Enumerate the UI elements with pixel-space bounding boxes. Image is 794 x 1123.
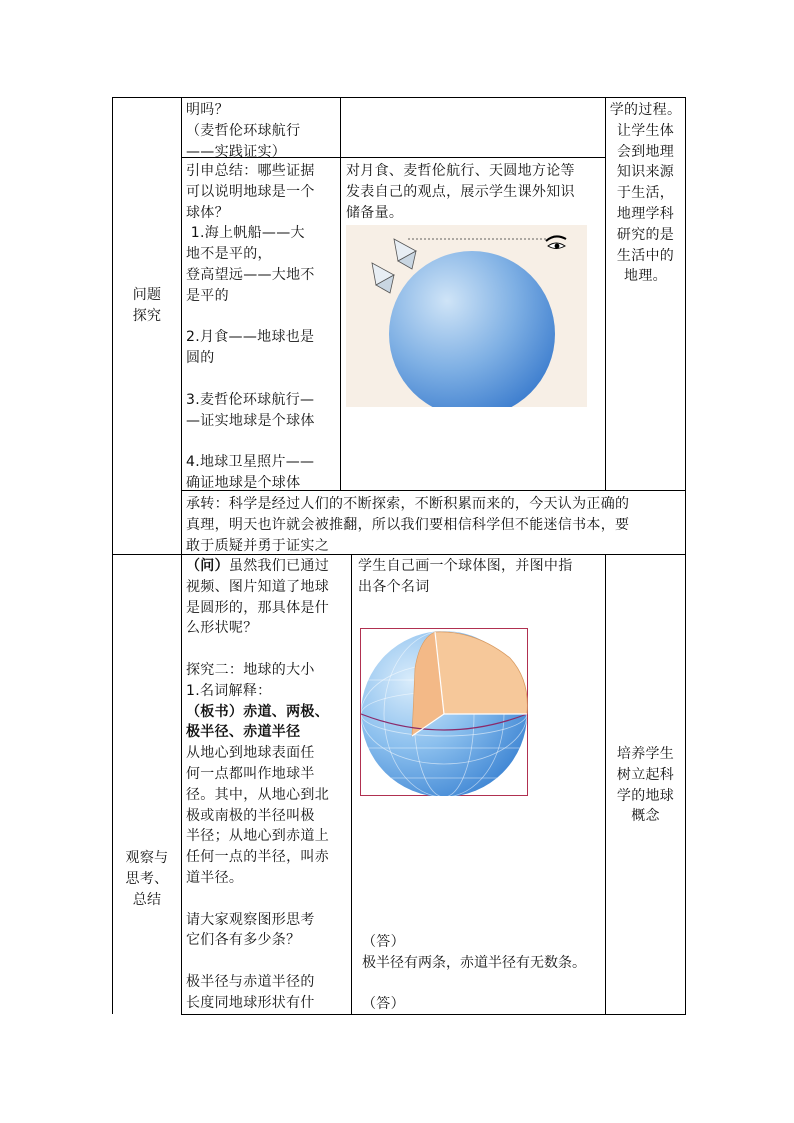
text-line: 思考、 [125,870,169,887]
earth-sailboat-figure [346,225,587,407]
table-top-border [112,97,686,98]
text-line: 知识来源 [616,164,675,181]
text-line: 3.麦哲伦环球航行— [186,391,315,408]
row4-teacher-cell [186,556,350,1014]
section-title: 探究二：地球的大小 [186,661,315,678]
text-line: ——实践证实） [186,143,287,160]
answer-label: （答） [362,934,405,950]
text-line: 2.月食——地球也是 [186,329,315,346]
text-line: 虽然我们已通过 [228,558,330,574]
text-line: 视频、图片知道了地球 [186,578,329,595]
text-line: 明吗？ [186,102,229,118]
text-line: 学生自己画一个球体图，并图中指 [358,558,573,574]
question-line [186,556,350,577]
text-line: 长度同地球形状有什 [186,994,315,1011]
row4-student-answers [362,932,604,1015]
text-line: 登高望远——大地不 [186,266,315,283]
row2-student-cell [346,161,604,223]
question-mark-label: （问） [186,558,229,574]
table-right-border [685,97,686,1014]
transition-cell [186,494,684,556]
text-line: 敢于质疑并勇于证实之 [186,537,329,554]
text-line: 从地心到地球表面任 [186,745,315,762]
text-line: 研究的是 [616,226,675,243]
stage-cell-inquiry [113,285,181,327]
text-line: 请大家观察图形思考 [186,911,315,928]
row4-student-task [358,556,604,598]
col1-border [181,97,182,1014]
text-line: 会到地理 [616,143,675,160]
board-note-line: 极半径、赤道半径 [186,724,301,741]
text-line: 培养学生 [616,746,675,762]
text-line: 概念 [631,808,660,825]
text-line: 地理学科 [616,205,675,222]
col2-border-a [340,97,341,490]
text-line: 1.名词解释： [186,682,272,699]
text-line: 出各个名词 [358,578,430,595]
text-line: 地不是平的， [186,246,272,263]
text-line: 学的过程。 [609,102,682,118]
row2-teacher-cell [186,161,338,494]
earth-radius-figure [360,628,528,796]
text-line: 它们各有多少条？ [186,932,301,949]
text-line: 可以说明地球是一个 [186,183,315,200]
goal-cell-bottom [606,744,685,827]
text-line: —证实地球是个球体 [186,412,315,429]
col2-border-b [351,554,352,1014]
text-line: 承转：科学是经过人们的不断探索，不断积累而来的，今天认为正确的 [186,496,630,512]
text-line: 地理。 [624,268,667,285]
text-line: 引申总结：哪些证据 [186,163,315,179]
text-line: 真理，明天也许就会被推翻，所以我们要相信科学但不能迷信书本，要 [186,516,630,533]
text-line: 探究 [132,307,162,324]
text-line: 观察与 [125,850,169,866]
text-line: 球体？ [186,204,229,221]
text-line: 问题 [132,287,162,303]
text-line: 圆的 [186,350,215,367]
stage-cell-observe [113,848,181,910]
text-line: 1.海上帆船——大 [186,225,305,242]
text-line: 何一点都叫作地球半 [186,765,315,782]
text-line: 么形状呢？ [186,620,258,637]
text-line: 任何一点的半径，叫赤 [186,849,329,866]
row1-teacher-cell [186,100,338,162]
text-line: 极半径与赤道半径的 [186,973,315,990]
text-line: 是平的 [186,287,229,304]
text-line: （麦哲伦环球航行 [186,122,301,139]
text-line: 4.地球卫星照片—— [186,454,315,471]
text-line: 让学生体 [616,122,675,139]
text-line: 确证地球是个球体 [186,474,301,491]
text-line: 总结 [132,891,162,908]
answer-text: 极半径有两条，赤道半径有无数条。 [362,954,586,971]
board-note-line: （板书）赤道、两极、 [186,703,329,720]
text-line: 对月食、麦哲伦航行、天圆地方论等 [346,163,575,179]
text-line: 道半径。 [186,869,244,886]
text-line: 于生活， [616,185,675,202]
text-line: 半径；从地心到赤道上 [186,828,329,845]
text-line: 树立起科 [616,766,675,783]
text-line: 径。其中，从地心到北 [186,786,329,803]
text-line: 发表自己的观点，展示学生课外知识 [346,183,575,200]
text-line: 学的地球 [616,787,675,804]
answer-label: （答） [362,996,405,1013]
text-line: 是圆形的，那具体是什 [186,599,329,616]
text-line: 极或南极的半径叫极 [186,807,315,824]
goal-cell-top [606,100,685,287]
text-line: 储备量。 [346,204,404,221]
text-line: 生活中的 [616,247,675,264]
